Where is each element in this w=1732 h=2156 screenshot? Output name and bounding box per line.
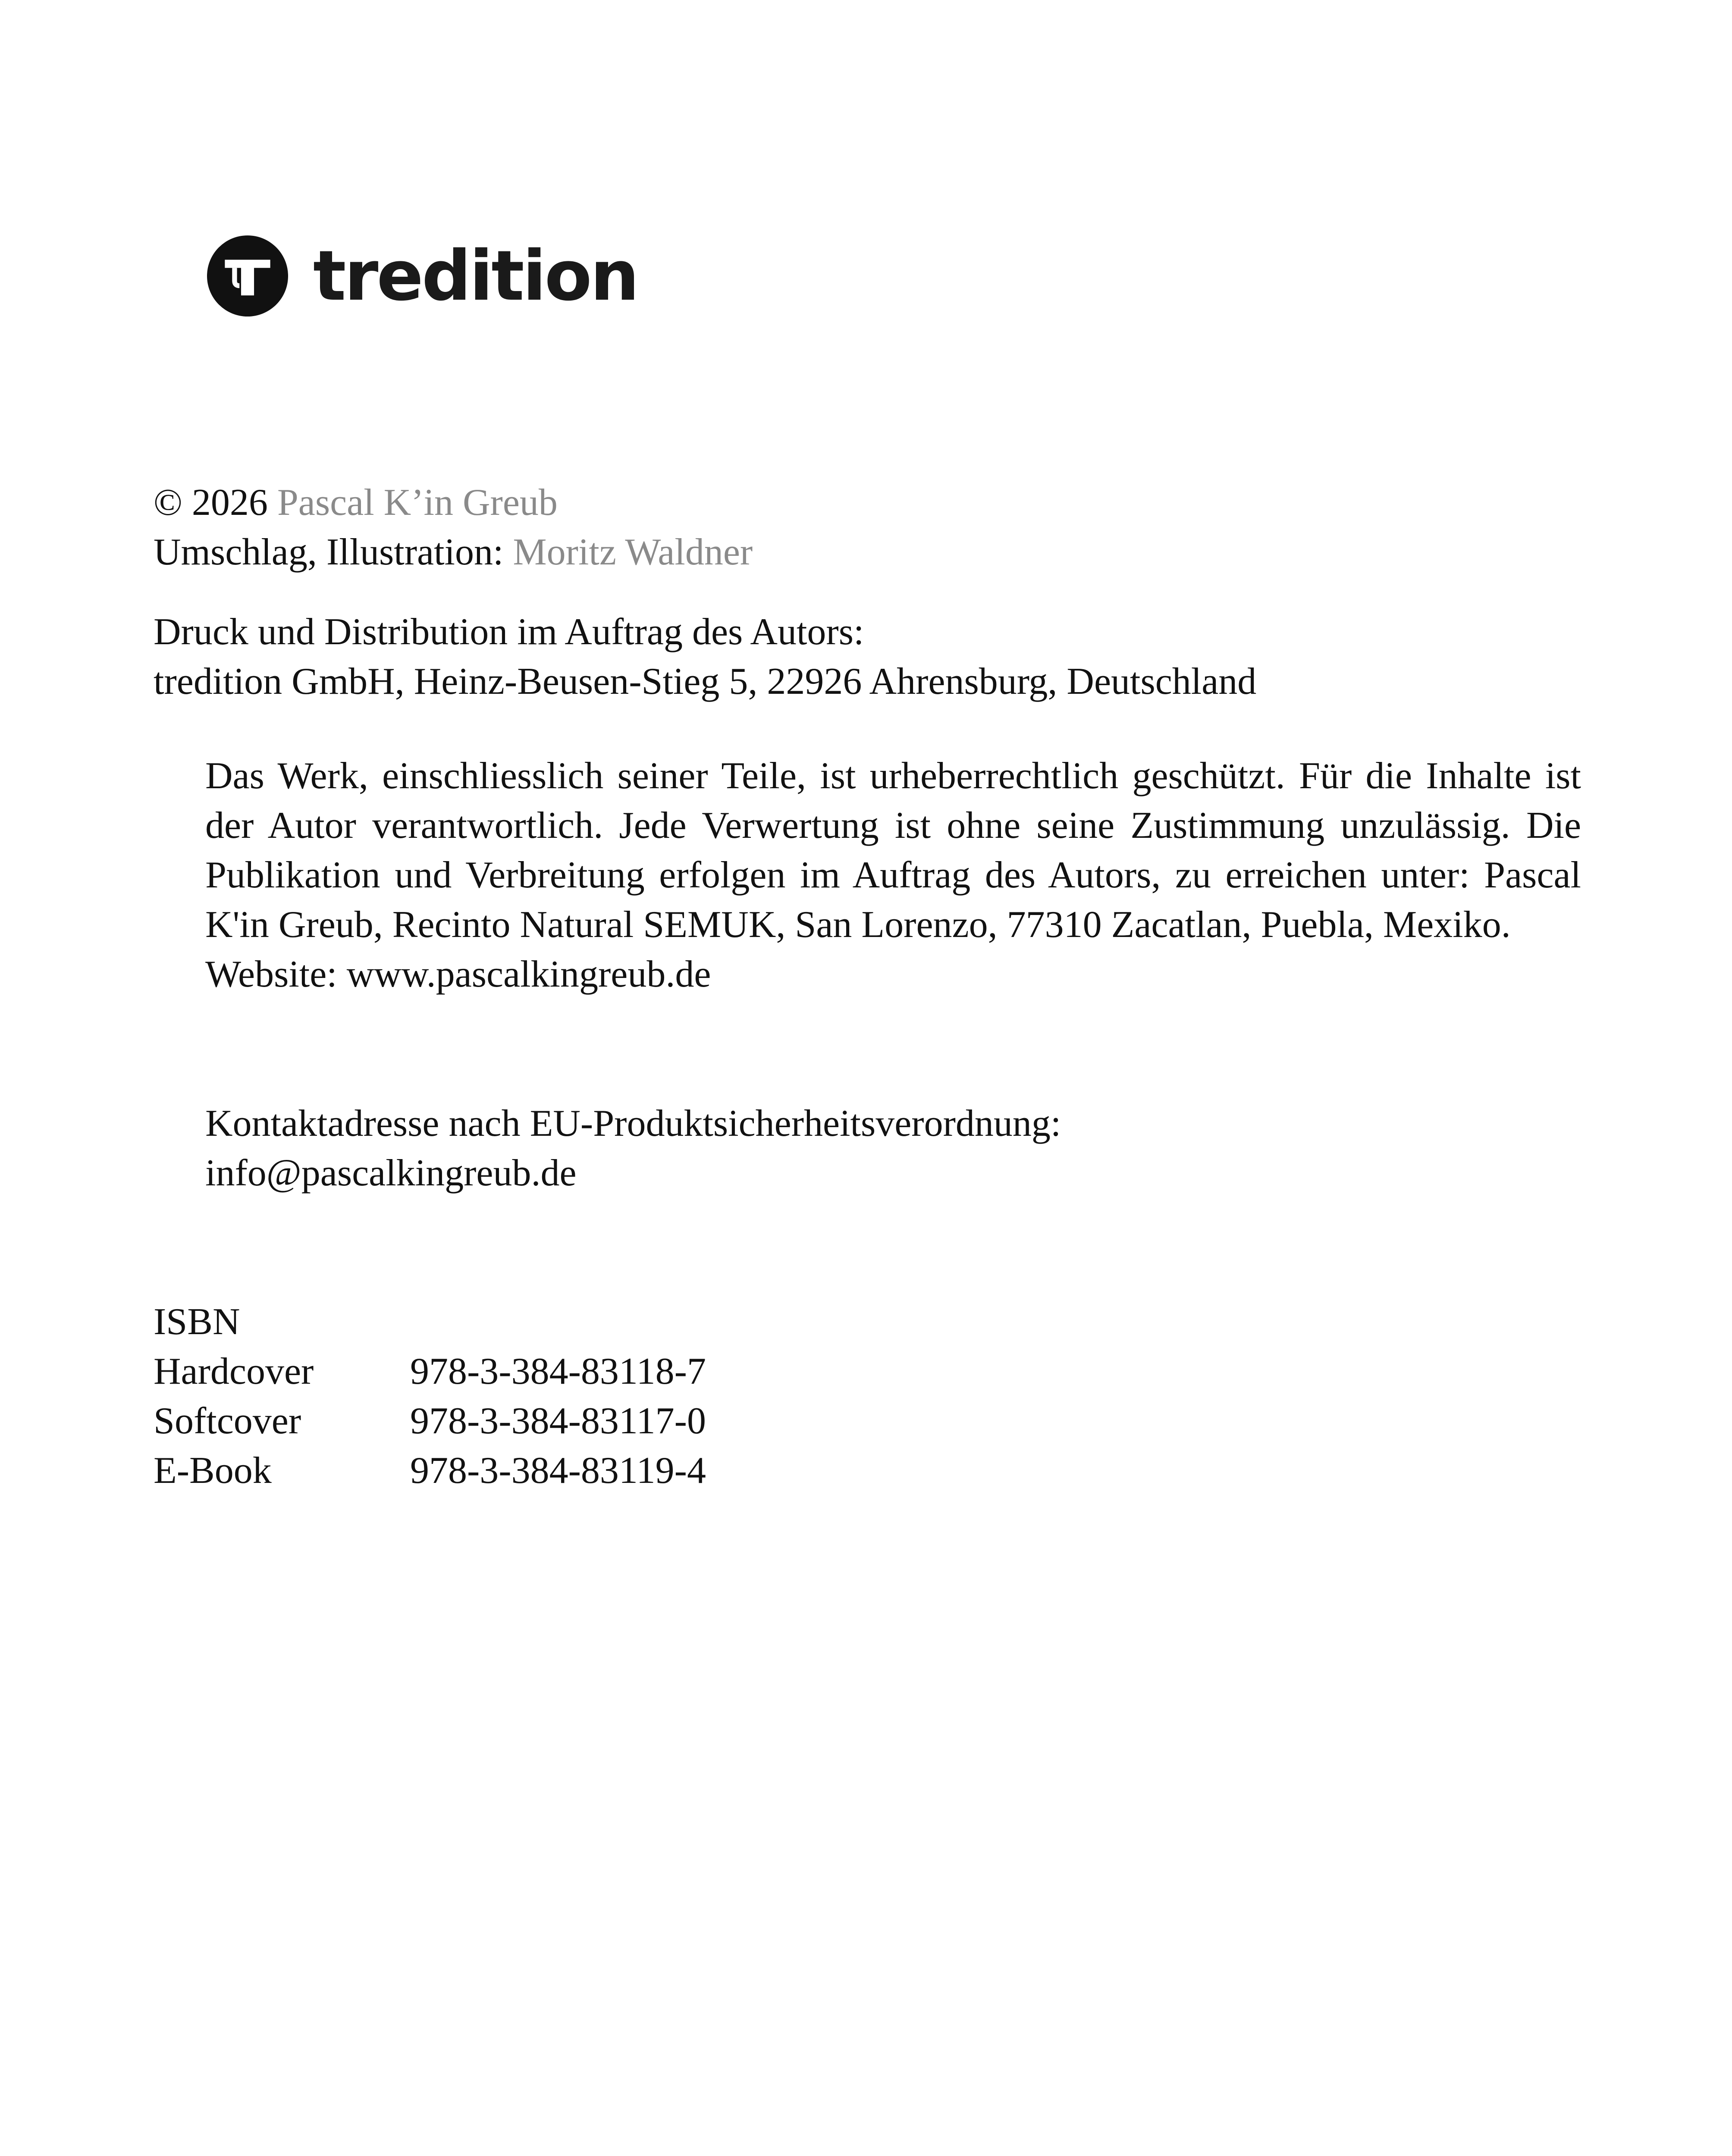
illustrator-name: Moritz Waldner (513, 531, 753, 573)
isbn-block (154, 1297, 706, 1495)
isbn-number: 978-3-384-83117-0 (410, 1400, 706, 1442)
isbn-format: Hardcover (154, 1351, 314, 1392)
print-line-1: Druck und Distribution im Auftrag des Autors: (154, 611, 864, 653)
isbn-format: Softcover (154, 1400, 301, 1442)
print-distribution-block (154, 607, 1256, 706)
tredition-t-circle-icon (207, 235, 288, 317)
isbn-number: 978-3-384-83119-4 (410, 1450, 706, 1492)
publisher-logo (207, 233, 637, 319)
contact-label: Kontaktadresse nach EU-Produktsicherheitsverordnung: (205, 1103, 1061, 1144)
isbn-row (154, 1446, 706, 1495)
legal-notice (205, 751, 1581, 999)
cover-label: Umschlag, Illustration: (154, 531, 504, 573)
contact-block (205, 1099, 1061, 1198)
copyright-prefix: © 2026 (154, 482, 268, 523)
contact-email: info@pascalkingreub.de (205, 1152, 577, 1194)
isbn-row (154, 1396, 706, 1446)
legal-paragraph: Das Werk, einschliesslich seiner Teile, ist urheberrechtlich geschützt. Für die Inhalte ist der Autor verantwortlich. Jede Verwertung ist ohne seine Zustimmung unzulässig. Die Publikation und Verbreitung erfolgen im Auftrag des Autors, zu erreichen unter: Pascal K'in Greub, Recinto Natural SEMUK, San Lorenzo, 77310 Zacatlan, Puebla, Mexiko. (205, 755, 1581, 946)
website-line: Website: www.pascalkingreub.de (205, 953, 711, 995)
isbn-row (154, 1347, 706, 1396)
isbn-format: E-Book (154, 1450, 272, 1492)
logo-wordmark: tredition (313, 235, 638, 316)
isbn-number: 978-3-384-83118-7 (410, 1351, 706, 1392)
isbn-heading: ISBN (154, 1301, 240, 1343)
author-name: Pascal K’in Greub (277, 482, 558, 523)
cover-credit-line (154, 527, 753, 577)
credits-block (154, 478, 753, 577)
copyright-line (154, 478, 753, 527)
print-line-2: tredition GmbH, Heinz-Beusen-Stieg 5, 22926 Ahrensburg, Deutschland (154, 661, 1257, 702)
